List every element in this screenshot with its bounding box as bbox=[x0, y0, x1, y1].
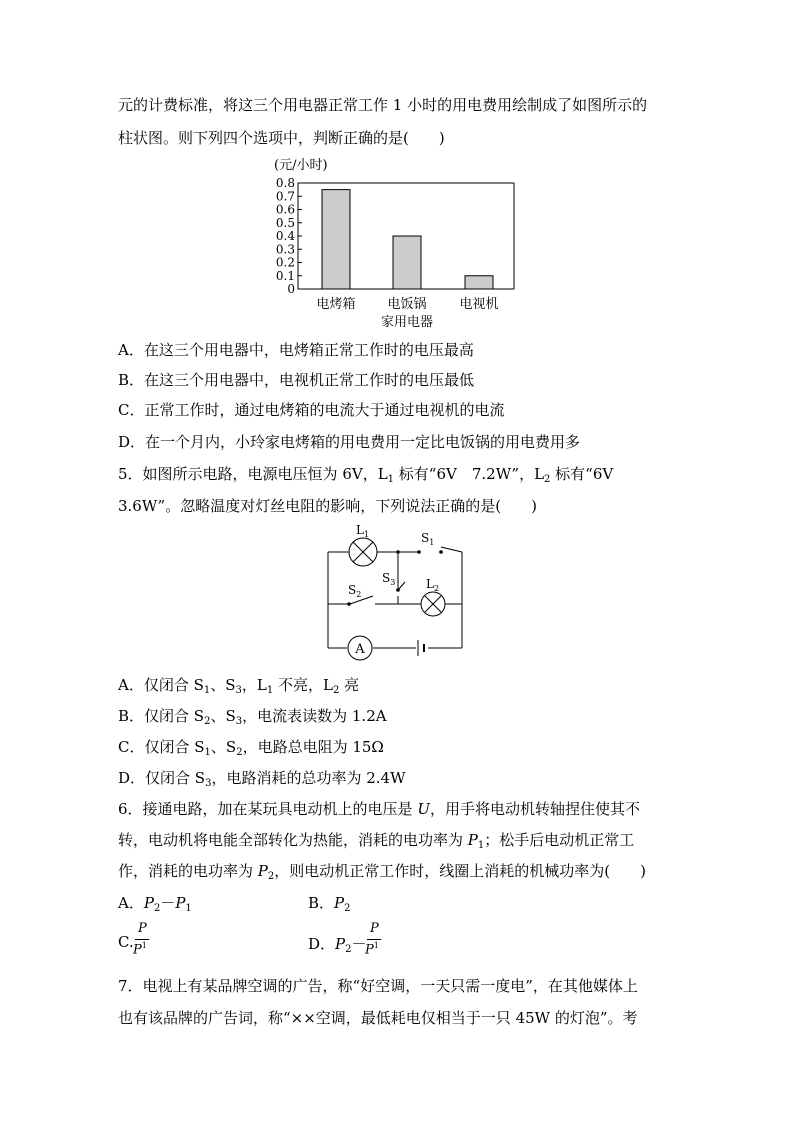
q7-stem-line-1: 7．电视上有某品牌空调的广告，称“好空调，一天只需一度电”，在其他媒体上 bbox=[118, 977, 638, 995]
y-tick-label: 0.3 bbox=[275, 242, 295, 257]
bar-0 bbox=[322, 190, 350, 289]
q4-option-c: C．正常工作时，通过电烤箱的电流大于通过电视机的电流 bbox=[118, 401, 505, 419]
bar-chart bbox=[260, 152, 540, 334]
lamp-l1-icon bbox=[349, 538, 377, 566]
y-tick-label: 0.6 bbox=[275, 202, 295, 217]
category-label: 电视机 bbox=[459, 297, 499, 312]
q6-stem-line-2: 转，电动机将电能全部转化为热能，消耗的电功率为 $P_1$；松手后电动机正常工 bbox=[118, 831, 635, 851]
switch-s1-contact-right bbox=[439, 550, 443, 554]
category-label: 电烤箱 bbox=[316, 297, 356, 312]
chart-xlabel: 家用电器 bbox=[380, 315, 434, 330]
q7-stem-line-2: 也有该品牌的广告词，称“××空调，最低耗电仅相当于一只 45W 的灯泡”。考 bbox=[118, 1009, 638, 1027]
q6-stem-line-1: 6．接通电路，加在某玩具电动机上的电压是 U，用手将电动机转轴捏住使其不 bbox=[118, 800, 640, 818]
label-s1: $S_1$ bbox=[421, 531, 435, 547]
q6-option-b: B．$P_2$ bbox=[308, 894, 351, 914]
intro-line-1: 元的计费标准，将这三个用电器正常工作 1 小时的用电费用绘制成了如图所示的 bbox=[118, 96, 648, 114]
q4-option-a: A．在这三个用电器中，电烤箱正常工作时的电压最高 bbox=[118, 341, 474, 359]
q5-option-b: B．仅闭合 $S_2$、$S_3$，电流表读数为 1.2A bbox=[118, 707, 387, 727]
q5-option-a: A．仅闭合 $S_1$、$S_3$，$L_1$ 不亮，$L_2$ 亮 bbox=[118, 676, 360, 696]
q4-option-b: B．在这三个用电器中，电视机正常工作时的电压最低 bbox=[118, 371, 475, 389]
y-tick-label: 0.7 bbox=[275, 189, 295, 204]
y-tick-label: 0.4 bbox=[275, 229, 295, 243]
q5-option-d: D．仅闭合 $S_3$，电路消耗的总功率为 2.4W bbox=[118, 769, 406, 789]
switch-s2-contact bbox=[347, 602, 351, 606]
label-l2: $L_2$ bbox=[426, 577, 440, 593]
y-tick-label: 0 bbox=[287, 282, 295, 296]
q5-option-c: C．仅闭合 $S_1$、$S_2$，电路总电阻为 15Ω bbox=[118, 738, 384, 758]
intro-line-2: 柱状图。则下列四个选项中，判断正确的是( ) bbox=[118, 129, 445, 147]
circuit-diagram bbox=[318, 522, 468, 664]
q6-option-a: A．$P_2-P_1$ bbox=[118, 894, 192, 914]
y-tick-label: 0.5 bbox=[275, 215, 295, 230]
q6-stem-line-3: 作，消耗的电功率为 $P_2$，则电动机正常工作时，线圈上消耗的机械功率为( ) bbox=[118, 862, 646, 882]
bar-2 bbox=[465, 276, 493, 289]
label-s2: $S_2$ bbox=[348, 583, 362, 599]
y-tick-label: 0.1 bbox=[275, 268, 295, 283]
category-label: 电饭锅 bbox=[387, 297, 427, 312]
junction-dot bbox=[396, 550, 400, 554]
switch-s1-contact-left bbox=[417, 550, 421, 554]
y-tick-label: 0.2 bbox=[275, 255, 295, 270]
y-tick-label: 0.8 bbox=[275, 176, 295, 190]
q5-stem-line-2: 3.6W”。忽略温度对灯丝电阻的影响，下列说法正确的是( ) bbox=[118, 497, 537, 515]
q5-stem-line-1: 5．如图所示电路，电源电压恒为 6V，$L_1$ 标有“6V 7.2W”，$L_2$ 标有“6V bbox=[118, 465, 614, 485]
lamp-l2-icon bbox=[421, 592, 445, 616]
switch-s3-contact bbox=[396, 588, 400, 592]
ammeter-label: A bbox=[355, 642, 365, 657]
chart-ylabel: (元/小时) bbox=[274, 158, 328, 173]
label-l1: $L_1$ bbox=[356, 523, 370, 539]
q4-option-d: D．在一个月内，小玲家电烤箱的用电费用一定比电饭锅的用电费用多 bbox=[118, 433, 581, 451]
bar-1 bbox=[393, 236, 421, 289]
label-s3: $S_3$ bbox=[382, 571, 396, 587]
